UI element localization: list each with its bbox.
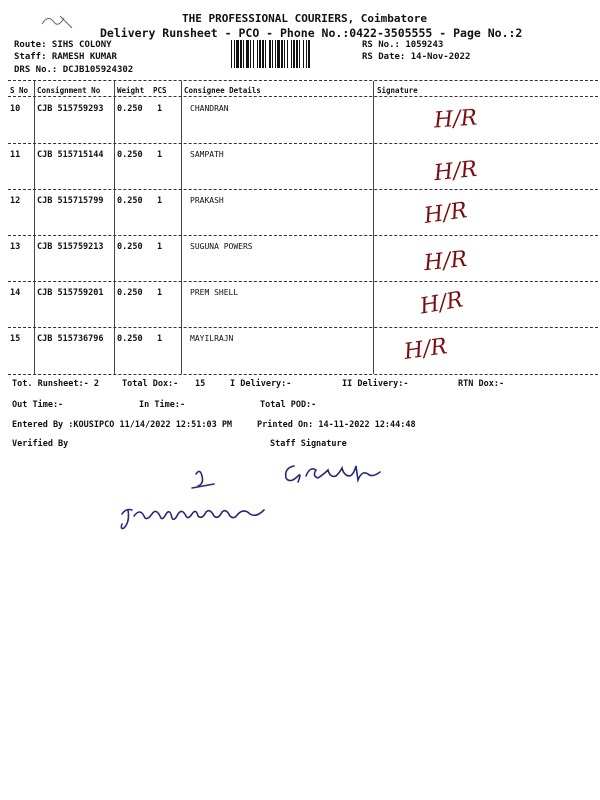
row-sno: 11 [10, 150, 21, 160]
barcode [230, 40, 352, 68]
row-consignment-no: CJB 515759293 [37, 104, 104, 114]
table-top-rule [8, 80, 598, 81]
rs-number: RS No.: 1059243 [362, 40, 444, 50]
row-signature: H/R [418, 287, 466, 320]
staff-signature-label: Staff Signature [270, 439, 347, 449]
row-sno: 12 [10, 196, 21, 206]
row-weight: 0.250 [117, 334, 143, 344]
row-weight: 0.250 [117, 104, 143, 114]
row-consignment-no: CJB 515715799 [37, 196, 104, 206]
rtn-dox: RTN Dox:- [458, 379, 505, 389]
staff-signature [280, 456, 390, 492]
barcode-bar [293, 40, 295, 68]
col-divider [34, 81, 35, 374]
row-separator [8, 235, 598, 236]
barcode-bar [243, 40, 244, 68]
row-signature: H/R [422, 246, 469, 277]
barcode-bar [287, 40, 288, 68]
printed-on: Printed On: 14-11-2022 12:44:48 [257, 420, 416, 430]
route-label: Route: SIHS COLONY [14, 40, 112, 50]
col-divider [373, 81, 374, 374]
row-signature: H/R [432, 156, 479, 187]
barcode-bar [281, 40, 283, 68]
barcode-bar [303, 40, 304, 68]
row-pcs: 1 [157, 150, 163, 160]
col-divider [114, 81, 115, 374]
total-dox-label: Total Dox:- [122, 379, 179, 389]
barcode-bar [240, 40, 242, 68]
barcode-bar [291, 40, 292, 68]
company-title: THE PROFESSIONAL COURIERS, Coimbatore [182, 12, 428, 25]
row-consignee: MAYILRAJN [190, 334, 234, 343]
barcode-bar [308, 40, 310, 68]
out-time: Out Time:- [12, 400, 64, 410]
total-pod: Total POD:- [260, 400, 317, 410]
row-consignee: SAMPATH [190, 150, 224, 159]
barcode-bar [265, 40, 266, 68]
row-consignment-no: CJB 515759201 [37, 288, 104, 298]
verifier-signature [118, 464, 278, 536]
corner-scribble [38, 10, 78, 32]
barcode-bar [275, 40, 276, 68]
row-consignee: PREM SHELL [190, 288, 239, 297]
row-sno: 10 [10, 104, 21, 114]
row-weight: 0.250 [117, 150, 143, 160]
col-header-pcs: PCS [153, 86, 167, 95]
drs-number: DRS No.: DCJB105924302 [14, 65, 134, 75]
row-consignee: CHANDRAN [190, 104, 229, 113]
table-bottom-rule [8, 374, 598, 375]
barcode-bar [262, 40, 264, 68]
entered-by: Entered By :KOUSIPCO 11/14/2022 12:51:03 PM [12, 420, 233, 430]
table-header-rule [8, 96, 598, 97]
barcode-bar [284, 40, 285, 68]
row-weight: 0.250 [117, 242, 143, 252]
runsheet-subtitle: Delivery Runsheet - PCO - Phone No.:0422-3505555 - Page No.:2 [100, 26, 523, 40]
barcode-bar [250, 40, 251, 68]
row-signature: H/R [422, 198, 469, 229]
barcode-bar [299, 40, 300, 68]
col-header-weight: Weight [117, 86, 145, 95]
row-signature: H/R [433, 105, 478, 134]
barcode-bar [277, 40, 280, 68]
row-separator [8, 143, 598, 144]
barcode-bar [246, 40, 249, 68]
barcode-bar [253, 40, 254, 68]
ii-delivery: II Delivery:- [342, 379, 409, 389]
in-time: In Time:- [139, 400, 186, 410]
row-sno: 15 [10, 334, 21, 344]
barcode-bar [236, 40, 239, 68]
row-consignment-no: CJB 515736796 [37, 334, 104, 344]
total-dox-value: 15 [195, 379, 206, 389]
row-consignee: SUGUNA POWERS [190, 242, 253, 251]
row-pcs: 1 [157, 196, 163, 206]
row-weight: 0.250 [117, 196, 143, 206]
row-consignment-no: CJB 515759213 [37, 242, 104, 252]
barcode-bar [306, 40, 307, 68]
row-signature: H/R [402, 334, 449, 365]
row-separator [8, 189, 598, 190]
rs-date: RS Date: 14-Nov-2022 [362, 52, 471, 62]
row-consignment-no: CJB 515715144 [37, 150, 104, 160]
i-delivery: I Delivery:- [230, 379, 292, 389]
staff-label: Staff: RAMESH KUMAR [14, 52, 117, 62]
col-divider [181, 81, 182, 374]
row-pcs: 1 [157, 334, 163, 344]
verified-by: Verified By [12, 439, 69, 449]
row-pcs: 1 [157, 242, 163, 252]
barcode-bar [272, 40, 273, 68]
barcode-bar [259, 40, 261, 68]
row-pcs: 1 [157, 288, 163, 298]
row-sno: 14 [10, 288, 21, 298]
row-separator [8, 327, 598, 328]
row-sno: 13 [10, 242, 21, 252]
barcode-bar [257, 40, 258, 68]
row-pcs: 1 [157, 104, 163, 114]
row-weight: 0.250 [117, 288, 143, 298]
tot-runsheet: Tot. Runsheet:- 2 [12, 379, 99, 389]
col-header-consignee: Consignee Details [184, 86, 261, 95]
barcode-bar [296, 40, 298, 68]
row-consignee: PRAKASH [190, 196, 224, 205]
barcode-bar [234, 40, 235, 68]
col-header-signature: Signature [377, 86, 418, 95]
col-header-consignment: Consignment No [37, 86, 101, 95]
col-header-sno: S No [10, 86, 29, 95]
row-separator [8, 281, 598, 282]
barcode-bar [231, 40, 232, 68]
barcode-bar [269, 40, 271, 68]
